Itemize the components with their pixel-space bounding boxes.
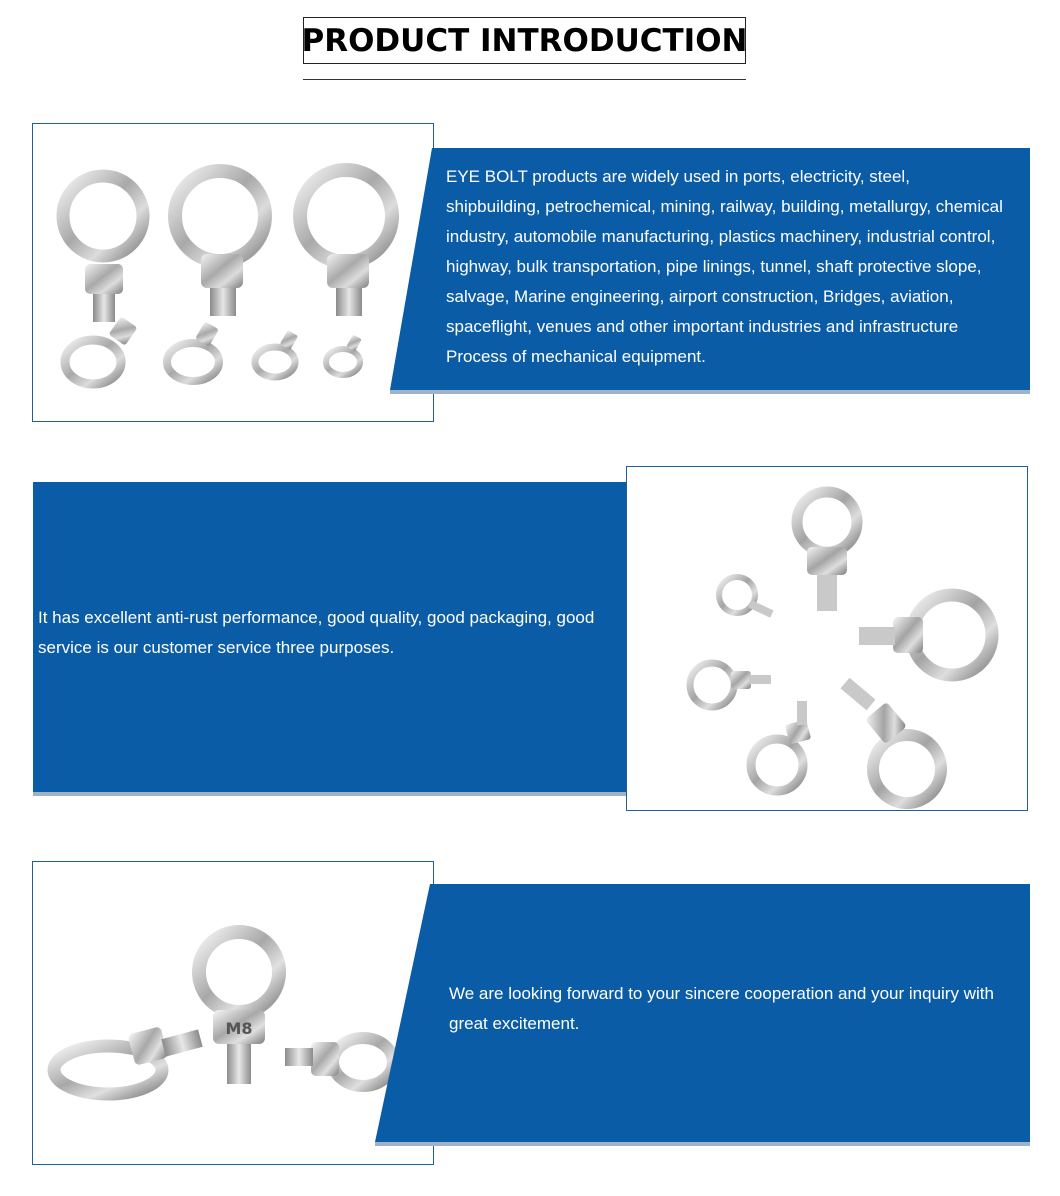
eye-bolt-scattered-photo	[627, 467, 1027, 810]
section-3-image-frame	[32, 861, 434, 1165]
section-1-description: EYE BOLT products are widely used in ports, electricity, steel, shipbuilding, petrochemical, mining, railway, building, metallurgy, chemical industry, automobile manufacturing, plastics machinery, industrial control, highway, bulk transportation, pipe linings, tunnel, shaft protective slope, salvage, Marine engineering, airport construction, Bridges, aviation, spaceflight, venues and other important industries and infrastructure Process of mechanical equipment.	[446, 167, 1003, 366]
bolt-marking-text: M8	[225, 1019, 253, 1038]
section-1-image-frame	[32, 123, 434, 422]
section-2-description: It has excellent anti-rust performance, good quality, good packaging, good service is our customer service three purposes.	[38, 608, 595, 657]
title-box	[303, 17, 746, 64]
section-2-text-banner	[33, 482, 687, 796]
eye-bolt-m8-photo	[33, 862, 433, 1164]
title-underline	[303, 79, 746, 80]
section-1-text-banner	[390, 148, 1030, 394]
section-3-description: We are looking forward to your sincere cooperation and your inquiry with great excitement.	[449, 984, 994, 1033]
section-3-text-banner	[375, 884, 1030, 1146]
eye-bolt-assortment-photo	[33, 124, 433, 421]
page-title: PRODUCT INTRODUCTION	[301, 22, 748, 59]
section-2-image-frame	[626, 466, 1028, 811]
